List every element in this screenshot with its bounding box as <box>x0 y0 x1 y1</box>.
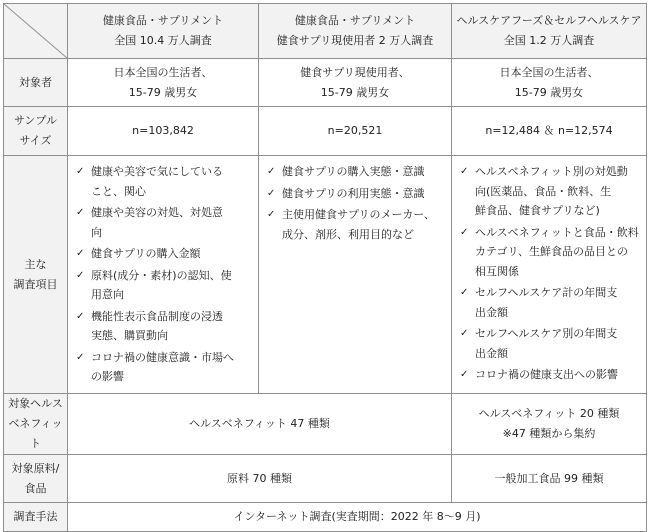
check-icon: ✓ <box>76 351 85 363</box>
check-icon: ✓ <box>267 187 276 199</box>
items-list-col1 <box>68 156 258 393</box>
items-col1 <box>68 156 259 394</box>
list-item-text: 出金額 <box>475 346 508 360</box>
check-icon: ✓ <box>76 207 85 218</box>
header-row <box>4 4 647 59</box>
list-item-text: カテゴリ、生鮮食品の品目との <box>475 245 629 258</box>
benefit-col12: ヘルスベネフィット 47 種類 <box>68 394 452 455</box>
list-item-text: 鮮食品、健食サプリなど) <box>475 204 600 217</box>
list-item-text: 相互関係 <box>475 264 519 278</box>
items-list-col3 <box>452 156 646 391</box>
check-icon: ✓ <box>460 287 469 298</box>
header-col1: 健康食品・サプリメント 全国 10.4 万人調査 <box>68 4 259 59</box>
check-icon: ✓ <box>267 209 276 220</box>
list-item <box>460 365 640 385</box>
list-item-text: ヘルスベネフィット別の対処動 <box>475 165 628 178</box>
list-item-text: 主使用健食サプリのメーカー、 <box>282 208 435 221</box>
sample-col1: n=103,842 <box>68 107 259 156</box>
check-icon: ✓ <box>460 226 469 238</box>
header-col3: ヘルスケアフーズ＆セルフヘルスケア 全国 1.2 万人調査 <box>452 4 647 59</box>
items-col2 <box>259 156 452 394</box>
list-item-text: 向(医薬品、食品・飲料、生 <box>475 184 612 198</box>
list-item-text: 実態、購買動向 <box>91 329 168 342</box>
list-item-text: セルフヘルスケア計の年間支 <box>475 286 618 299</box>
label-sample: サンプル サイズ <box>4 107 68 156</box>
list-item-text: 成分、剤形、利用目的など <box>282 227 414 241</box>
list-item <box>76 203 252 242</box>
target-col3: 日本全国の生活者、 15-79 歳男女 <box>452 59 647 107</box>
list-item-text: 健康や美容の対処、対処意 <box>91 206 223 219</box>
list-item <box>76 244 252 264</box>
check-icon: ✓ <box>460 166 469 177</box>
check-icon: ✓ <box>76 248 85 259</box>
list-item <box>76 266 252 305</box>
diagonal-line <box>4 4 67 58</box>
benefit-col3: ヘルスベネフィット 20 種類 ※47 種類から集約 <box>452 394 647 455</box>
list-item-text: 健食サプリの購入金額 <box>91 247 201 260</box>
sample-col2: n=20,521 <box>259 107 452 156</box>
list-item <box>267 205 445 244</box>
list-item-text: 健食サプリの利用実態・意識 <box>282 186 425 200</box>
list-item <box>460 162 640 221</box>
target-col2: 健食サプリ現使用者、 15-79 歳男女 <box>259 59 452 107</box>
row-material <box>4 455 647 503</box>
list-item <box>460 324 640 363</box>
check-icon: ✓ <box>267 166 276 177</box>
list-item-text: 用意向 <box>91 288 124 301</box>
check-icon: ✓ <box>76 166 85 177</box>
list-item <box>76 307 252 346</box>
check-icon: ✓ <box>460 328 469 339</box>
row-method <box>4 503 647 532</box>
material-col3: 一般加工食品 99 種類 <box>452 455 647 503</box>
list-item-text: ヘルスベネフィットと食品・飲料 <box>475 225 639 239</box>
list-item-text: コロナ禍の健康意識・市場へ <box>91 350 234 364</box>
row-sample <box>4 107 647 156</box>
list-item-text: 健康や美容で気にしている <box>91 165 223 178</box>
list-item <box>76 348 252 387</box>
header-col2: 健康食品・サプリメント 健食サプリ現使用者 2 万人調査 <box>259 4 452 59</box>
material-col12: 原料 70 種類 <box>68 455 452 503</box>
row-benefit <box>4 394 647 455</box>
sample-col3: n=12,484 ＆ n=12,574 <box>452 107 647 156</box>
list-item-text: 原料(成分・素材)の認知、使 <box>91 268 232 282</box>
label-benefit: 対象ヘルス ベネフィット <box>4 394 68 455</box>
label-material: 対象原料/ 食品 <box>4 455 68 503</box>
items-col3 <box>452 156 647 394</box>
list-item-text: コロナ禍の健康支出への影響 <box>475 368 618 381</box>
row-items <box>4 156 647 394</box>
survey-table <box>3 3 647 532</box>
list-item <box>460 223 640 282</box>
method-value: インターネット調査(実査期間：2022 年 8～9 月) <box>68 503 647 532</box>
label-items: 主な 調査項目 <box>4 156 68 394</box>
corner-cell <box>4 4 68 59</box>
target-col1: 日本全国の生活者、 15-79 歳男女 <box>68 59 259 107</box>
list-item <box>267 162 445 182</box>
list-item-text: 機能性表示食品制度の浸透 <box>91 309 223 323</box>
list-item-text: 健食サプリの購入実態・意識 <box>282 165 425 178</box>
list-item <box>76 162 252 201</box>
list-item-text: の影響 <box>91 370 124 383</box>
row-target <box>4 59 647 107</box>
label-method: 調査手法 <box>4 503 68 532</box>
list-item-text: 出金額 <box>475 305 508 319</box>
list-item <box>267 184 445 204</box>
list-item <box>460 283 640 322</box>
check-icon: ✓ <box>460 369 469 380</box>
items-list-col2 <box>259 156 451 250</box>
label-target: 対象者 <box>4 59 68 107</box>
list-item-text: こと、関心 <box>91 184 146 198</box>
list-item-text: セルフヘルスケア別の年間支 <box>475 327 618 340</box>
list-item-text: 向 <box>91 225 102 239</box>
check-icon: ✓ <box>76 269 85 281</box>
check-icon: ✓ <box>76 310 85 322</box>
